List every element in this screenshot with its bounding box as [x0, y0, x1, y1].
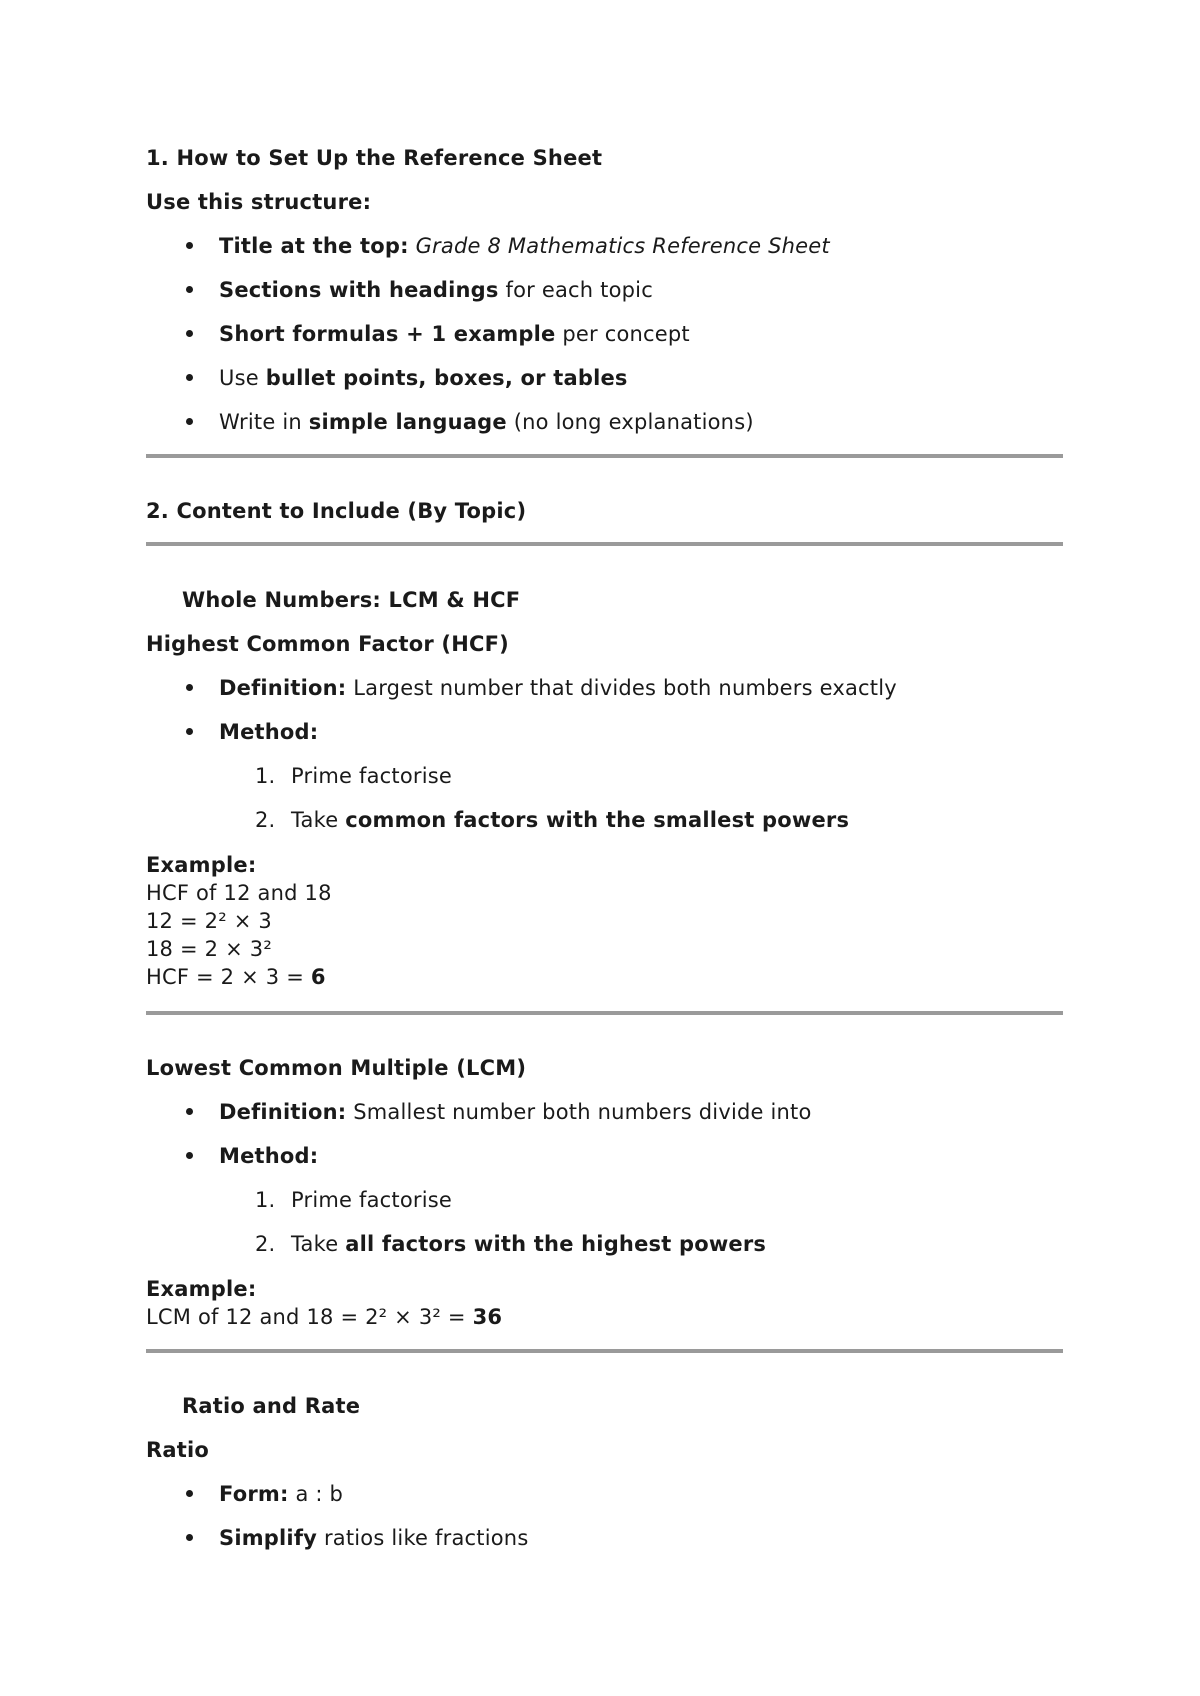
- bullet-text: a : b: [288, 1482, 344, 1506]
- step-number: 2.: [255, 808, 276, 832]
- bullet-text: (no long explanations): [506, 410, 754, 434]
- list-item: [219, 674, 897, 702]
- bullet-text: for each topic: [498, 278, 653, 302]
- topic-heading-whole-numbers: Whole Numbers: LCM & HCF: [182, 588, 521, 612]
- list-item: [219, 364, 628, 392]
- list-item: [219, 1480, 343, 1508]
- bullet-text: ratios like fractions: [317, 1526, 529, 1550]
- example-label: Example:: [146, 853, 257, 877]
- example-result: [146, 1303, 502, 1331]
- section-heading-setup: 1. How to Set Up the Reference Sheet: [146, 146, 603, 170]
- section-heading-content: 2. Content to Include (By Topic): [146, 499, 527, 523]
- step-text: Take: [291, 1232, 346, 1256]
- bullet-text: Use: [219, 366, 266, 390]
- subheading-lcm: Lowest Common Multiple (LCM): [146, 1056, 527, 1080]
- step-bold: common factors with the smallest powers: [345, 808, 850, 832]
- example-label: Example:: [146, 1277, 257, 1301]
- horizontal-rule: [146, 542, 1063, 546]
- subheading-ratio: Ratio: [146, 1438, 210, 1462]
- step-text: Take: [291, 808, 346, 832]
- bullet-text: per concept: [555, 322, 690, 346]
- step-text: Prime factorise: [291, 1188, 453, 1212]
- step-number: 1.: [255, 764, 276, 788]
- list-item: [219, 320, 690, 348]
- method-label: Method:: [219, 720, 319, 744]
- method-label: Method:: [219, 1144, 319, 1168]
- result-value: 36: [472, 1305, 503, 1329]
- bullet-bold: simple language: [308, 410, 507, 434]
- step-text: Prime factorise: [291, 764, 453, 788]
- list-item: [219, 276, 653, 304]
- result-text: HCF = 2 × 3 =: [146, 965, 311, 989]
- horizontal-rule: [146, 1011, 1063, 1015]
- bullet-text: Write in: [219, 410, 309, 434]
- definition-text: Smallest number both numbers divide into: [346, 1100, 812, 1124]
- bullet-bold: Form:: [219, 1482, 289, 1506]
- step-number: 2.: [255, 1232, 276, 1256]
- bullet-bold: Title at the top:: [219, 234, 409, 258]
- definition-label: Definition:: [219, 676, 347, 700]
- step-bold: all factors with the highest powers: [345, 1232, 767, 1256]
- numbered-step: [255, 806, 850, 834]
- sheet-title-text: Grade 8 Mathematics Reference Sheet: [408, 234, 830, 258]
- list-item: [219, 408, 754, 436]
- example-result: [146, 963, 326, 991]
- subheading-hcf: Highest Common Factor (HCF): [146, 632, 509, 656]
- structure-intro: Use this structure:: [146, 190, 372, 214]
- example-line: 12 = 2² × 3: [146, 909, 272, 933]
- bullet-bold: Sections with headings: [219, 278, 499, 302]
- numbered-step: [255, 1186, 453, 1214]
- horizontal-rule: [146, 1349, 1063, 1353]
- topic-heading-ratio-rate: Ratio and Rate: [182, 1394, 361, 1418]
- list-item: [219, 232, 830, 260]
- example-line: HCF of 12 and 18: [146, 881, 332, 905]
- numbered-step: [255, 1230, 767, 1258]
- definition-text: Largest number that divides both numbers exactly: [346, 676, 897, 700]
- example-line: 18 = 2 × 3²: [146, 937, 272, 961]
- step-number: 1.: [255, 1188, 276, 1212]
- result-text: LCM of 12 and 18 = 2² × 3² =: [146, 1305, 473, 1329]
- bullet-bold: Simplify: [219, 1526, 318, 1550]
- numbered-step: [255, 762, 453, 790]
- list-item: [219, 1524, 528, 1552]
- result-value: 6: [310, 965, 326, 989]
- horizontal-rule: [146, 454, 1063, 458]
- bullet-bold: bullet points, boxes, or tables: [265, 366, 628, 390]
- bullet-bold: Short formulas + 1 example: [219, 322, 556, 346]
- definition-label: Definition:: [219, 1100, 347, 1124]
- list-item: [219, 1098, 812, 1126]
